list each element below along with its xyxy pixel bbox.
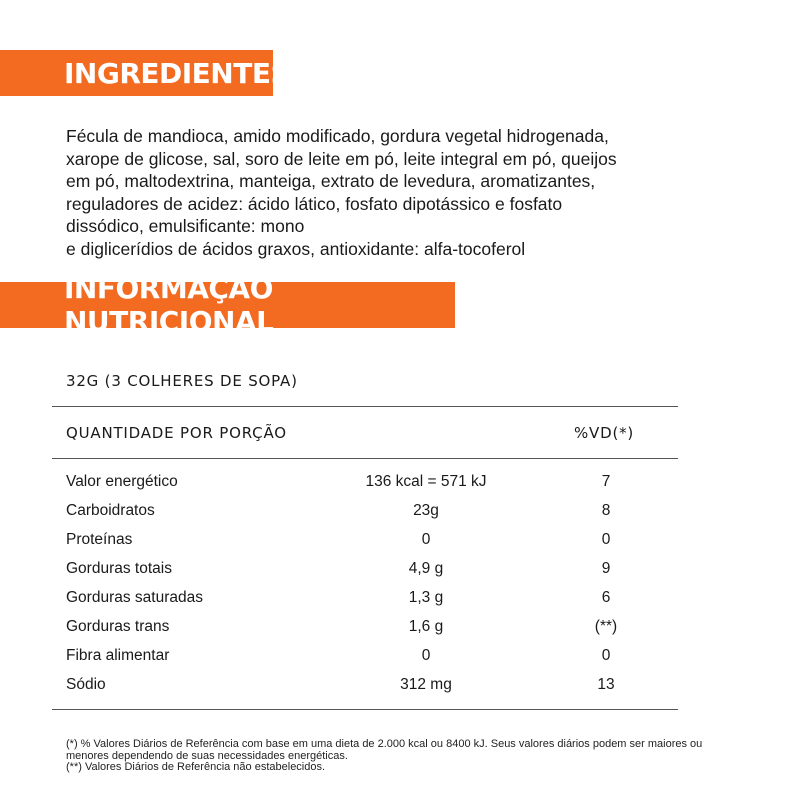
table-row — [0, 589, 800, 618]
header-quantity: QUANTIDADE POR PORÇÃO — [66, 424, 287, 442]
table-row — [0, 618, 800, 647]
ingredients-list: Fécula de mandioca, amido modificado, gordura vegetal hidrogenada, xarope de glicose, sal, soro de leite em pó, leite integral em pó, queijos em pó, maltodextrina, manteiga, extrato de levedura, aromatizantes, reguladores de acidez: ácido lático, fosfato dipotássico e fosfato dissódico, emulsificante: mono e diglicerídios de ácidos graxos, antioxidante: alfa-tocoferol — [66, 126, 617, 259]
nutrition-heading: INFORMAÇÃO NUTRICIONAL — [0, 282, 455, 328]
nutrient-vd: 0 — [601, 647, 611, 664]
nutrient-name: Carboidratos — [66, 502, 155, 519]
nutrient-amount: 1,6 g — [408, 618, 444, 635]
table-top-rule — [52, 406, 678, 407]
nutrient-amount: 312 mg — [400, 676, 452, 693]
nutrient-name: Gorduras saturadas — [66, 589, 203, 606]
table-row — [0, 473, 800, 502]
table-row — [0, 676, 800, 705]
table-row — [0, 560, 800, 589]
nutrient-vd: 7 — [601, 473, 611, 490]
header-vd: %VD(*) — [574, 424, 635, 442]
table-header-rule — [52, 458, 678, 459]
nutrient-name: Gorduras totais — [66, 560, 172, 577]
serving-size: 32G (3 COLHERES DE SOPA) — [66, 372, 298, 390]
nutrient-vd: 8 — [601, 502, 611, 519]
table-row — [0, 531, 800, 560]
nutrient-vd: (**) — [594, 618, 618, 635]
nutrient-vd: 13 — [597, 676, 615, 693]
footnote-not-established: (**) Valores Diários de Referência não estabelecidos. — [66, 761, 326, 773]
nutrient-amount: 1,3 g — [408, 589, 444, 606]
table-row — [0, 502, 800, 531]
nutrient-amount: 4,9 g — [408, 560, 444, 577]
nutrient-amount: 0 — [421, 647, 431, 664]
nutrient-vd: 6 — [601, 589, 611, 606]
nutrient-name: Valor energético — [66, 473, 178, 490]
nutrient-name: Fibra alimentar — [66, 647, 170, 664]
ingredients-heading: INGREDIENTES — [0, 50, 273, 96]
nutrient-name: Gorduras trans — [66, 618, 170, 635]
nutrient-vd: 0 — [601, 531, 611, 548]
nutrient-name: Proteínas — [66, 531, 133, 548]
nutrient-amount: 136 kcal = 571 kJ — [365, 473, 487, 490]
table-bottom-rule — [52, 709, 678, 710]
table-row — [0, 647, 800, 676]
nutrient-amount: 23g — [413, 502, 439, 519]
footnote-vd: (*) % Valores Diários de Referência com base em uma dieta de 2.000 kcal ou 8400 kJ. Seus valores diários podem ser maiores ou menores dependendo de suas necessidades energéticas. — [66, 738, 703, 762]
nutrient-amount: 0 — [421, 531, 431, 548]
footnotes — [66, 739, 706, 774]
nutrient-name: Sódio — [66, 676, 106, 693]
nutrient-vd: 9 — [601, 560, 611, 577]
